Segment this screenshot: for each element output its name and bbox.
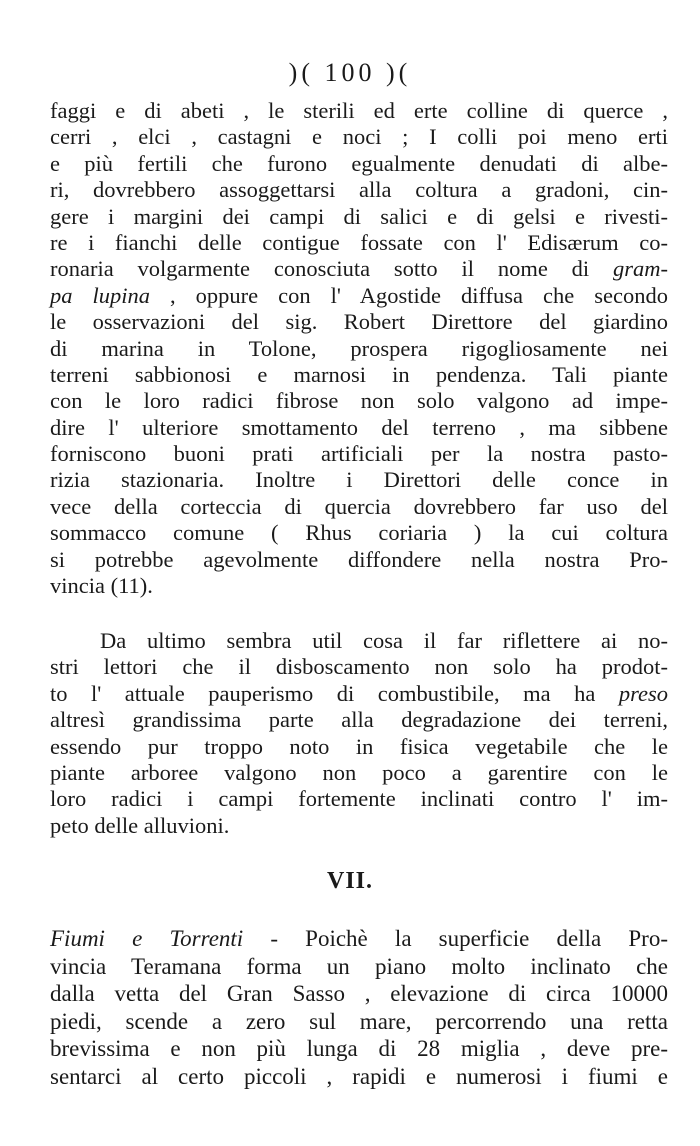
text-line: cerri , elci , castagni e noci ; I colli poi meno erti	[50, 124, 668, 150]
paragraph-rivers	[50, 925, 668, 1091]
italic-term: gram-	[613, 256, 669, 282]
text-line: gere i margini dei campi di salici e di gelsi e rivesti-	[50, 203, 668, 229]
text-line: loro radici i campi fortemente inclinati contro l' im-	[50, 786, 668, 812]
text-line: forniscono buoni prati artificiali per la nostra pasto-	[50, 441, 668, 467]
text-line: si potrebbe agevolmente diffondere nella nostra Pro-	[50, 546, 668, 572]
section-lead-title: Fiumi e Torrenti	[50, 926, 244, 951]
text-line: e più fertili che furono egualmente denudati di albe-	[50, 150, 668, 176]
text-line: vece della corteccia di quercia dovrebbero far uso del	[50, 493, 668, 519]
text-line: dire l' ulteriore smottamento del terreno , ma sibbene	[50, 414, 668, 440]
text-line: faggi e di abeti , le sterili ed erte colline di querce ,	[50, 98, 668, 123]
text-line: sommacco comune ( Rhus coriaria ) la cui coltura	[50, 520, 668, 546]
text-line-with-italic	[50, 256, 668, 282]
paragraph-deforestation	[50, 628, 668, 839]
page-number: )( 100 )(	[288, 58, 412, 87]
text-segment: ronaria volgarmente conosciuta sotto il nome di	[50, 256, 590, 282]
text-line: vincia Teramana forma un piano molto inclinato che	[50, 953, 668, 979]
text-line: dalla vetta del Gran Sasso , elevazione di circa 10000	[50, 981, 668, 1007]
text-line: le osservazioni del sig. Robert Direttore del giardino	[50, 309, 668, 335]
text-segment: to l' attuale pauperismo di combustibile, ma ha	[50, 680, 596, 706]
text-line: Da ultimo sembra util cosa il far riflettere ai no-	[100, 628, 668, 653]
text-line-with-italic	[50, 681, 668, 707]
text-line: essendo pur troppo noto in fisica vegetabile che le	[50, 733, 668, 759]
text-line: con le loro radici fibrose non solo valgono ad impe-	[50, 388, 668, 414]
text-line: piante arboree valgono non poco a garentire con le	[50, 759, 668, 785]
text-line: ri, dovrebbero assoggettarsi alla coltura a gradoni, cin-	[50, 177, 668, 203]
text-line: stri lettori che il disboscamento non solo ha prodot-	[50, 654, 668, 680]
text-line: di marina in Tolone, prospera rigogliosamente nei	[50, 335, 668, 361]
text-line-with-italic	[50, 283, 668, 309]
text-line: rizia stazionaria. Inoltre i Direttori delle conce in	[50, 467, 668, 493]
text-line: terreni sabbionosi e marnosi in pendenza. Tali piante	[50, 361, 668, 387]
italic-term: preso	[618, 680, 668, 706]
text-line: vincia (11).	[50, 573, 153, 599]
paragraph-reforestation	[50, 98, 668, 599]
text-line: brevissima e non più lunga di 28 miglia , deve pre-	[50, 1036, 668, 1062]
section-heading: VII.	[326, 868, 373, 894]
text-line: piedi, scende a zero sul mare, percorrendo una retta	[50, 1008, 668, 1034]
text-line-with-title	[50, 925, 668, 953]
text-line: sentarci al certo piccoli , rapidi e numerosi i fiumi e	[50, 1063, 668, 1089]
text-line: peto delle alluvioni.	[50, 812, 230, 838]
text-line: re i fianchi delle contigue fossate con l' Edisærum co-	[50, 229, 668, 255]
italic-term: pa lupina	[50, 282, 151, 308]
text-segment: , oppure con l' Agostide diffusa che secondo	[170, 282, 668, 308]
text-line: altresì grandissima parte alla degradazione dei terreni,	[50, 707, 668, 733]
text-segment: - Poichè la superficie della Pro-	[243, 926, 668, 951]
